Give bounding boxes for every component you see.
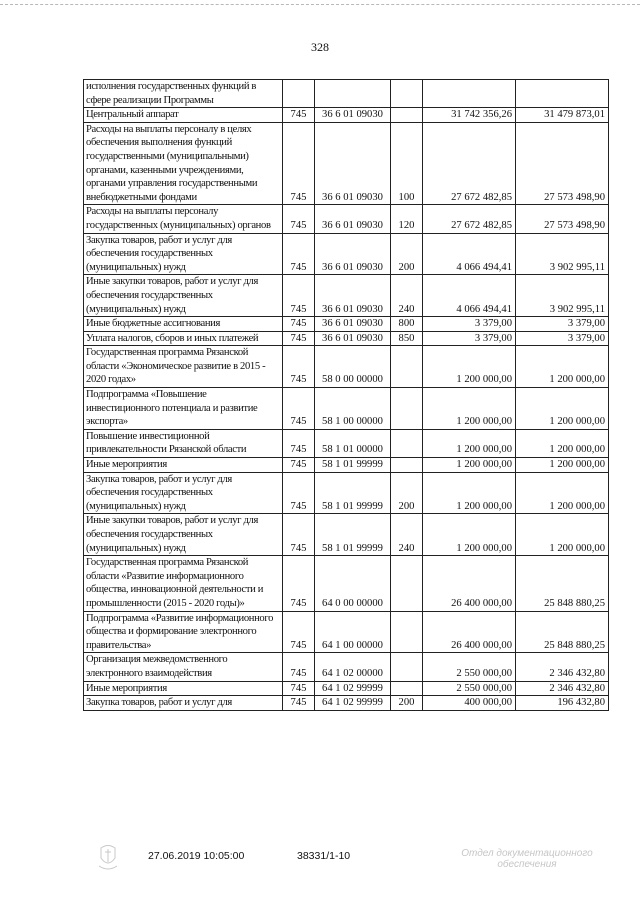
ved-code: 745: [283, 611, 315, 653]
planned-amount: 27 672 482,85: [423, 122, 516, 205]
target-article-code: 64 1 02 99999: [315, 681, 391, 696]
target-article-code: 58 1 01 00000: [315, 429, 391, 457]
executed-amount: 3 379,00: [516, 317, 609, 332]
target-article-code: 58 1 01 99999: [315, 458, 391, 473]
expense-type-code: 200: [391, 472, 423, 514]
ved-code: 745: [283, 653, 315, 681]
item-name: Государственная программа Рязанской области «Экономическое развитие в 2015 - 2020 годах»: [84, 346, 283, 388]
target-article-code: 64 0 00 00000: [315, 556, 391, 611]
ved-code: 745: [283, 696, 315, 711]
table-row: [84, 108, 609, 123]
planned-amount: 1 200 000,00: [423, 472, 516, 514]
table-row: [84, 233, 609, 275]
table-row: [84, 346, 609, 388]
planned-amount: 1 200 000,00: [423, 388, 516, 430]
expense-type-code: 200: [391, 233, 423, 275]
document-datetime: 27.06.2019 10:05:00: [148, 850, 245, 862]
expense-type-code: [391, 556, 423, 611]
item-name: исполнения государственных функций в сфере реализации Программы: [84, 80, 283, 108]
budget-table-body: [84, 80, 609, 711]
planned-amount: 3 379,00: [423, 317, 516, 332]
planned-amount: 26 400 000,00: [423, 611, 516, 653]
item-name: Повышение инвестиционной привлекательности Рязанской области: [84, 429, 283, 457]
target-article-code: 36 6 01 09030: [315, 205, 391, 233]
item-name: Организация межведомственного электронного взаимодействия: [84, 653, 283, 681]
planned-amount: 1 200 000,00: [423, 346, 516, 388]
expense-type-code: [391, 429, 423, 457]
item-name: Закупка товаров, работ и услуг для: [84, 696, 283, 711]
executed-amount: 1 200 000,00: [516, 346, 609, 388]
ved-code: 745: [283, 472, 315, 514]
table-row: [84, 472, 609, 514]
executed-amount: 1 200 000,00: [516, 388, 609, 430]
planned-amount: 4 066 494,41: [423, 233, 516, 275]
ved-code: 745: [283, 514, 315, 556]
planned-amount: 1 200 000,00: [423, 458, 516, 473]
stamp-line-2: обеспечения: [497, 859, 557, 870]
ved-code: 745: [283, 233, 315, 275]
expense-type-code: [391, 346, 423, 388]
page-number: 328: [311, 40, 329, 54]
executed-amount: 1 200 000,00: [516, 458, 609, 473]
expense-type-code: [391, 458, 423, 473]
ved-code: 745: [283, 108, 315, 123]
table-row: [84, 388, 609, 430]
target-article-code: 36 6 01 09030: [315, 275, 391, 317]
item-name: Иные бюджетные ассигнования: [84, 317, 283, 332]
planned-amount: 4 066 494,41: [423, 275, 516, 317]
ved-code: 745: [283, 556, 315, 611]
ved-code: 745: [283, 388, 315, 430]
item-name: Расходы на выплаты персоналу государственных (муниципальных) органов: [84, 205, 283, 233]
ved-code: 745: [283, 122, 315, 205]
executed-amount: 25 848 880,25: [516, 556, 609, 611]
item-name: Иные мероприятия: [84, 458, 283, 473]
table-row: [84, 556, 609, 611]
executed-amount: [516, 80, 609, 108]
ved-code: 745: [283, 429, 315, 457]
executed-amount: 1 200 000,00: [516, 514, 609, 556]
item-name: Государственная программа Рязанской области «Развитие информационного общества, инновационной деятельности и промышленности (2015 - 2020 годы)»: [84, 556, 283, 611]
item-name: Закупка товаров, работ и услуг для обеспечения государственных (муниципальных) нужд: [84, 233, 283, 275]
executed-amount: 27 573 498,90: [516, 205, 609, 233]
target-article-code: 64 1 02 00000: [315, 653, 391, 681]
scan-edge-line: [0, 4, 640, 6]
table-row: [84, 275, 609, 317]
expense-type-code: 240: [391, 275, 423, 317]
planned-amount: [423, 80, 516, 108]
expense-type-code: [391, 388, 423, 430]
executed-amount: 196 432,80: [516, 696, 609, 711]
item-name: Иные мероприятия: [84, 681, 283, 696]
table-row: [84, 696, 609, 711]
expense-type-code: [391, 108, 423, 123]
planned-amount: 400 000,00: [423, 696, 516, 711]
document-number: 38331/1-10: [297, 850, 351, 862]
table-row: [84, 653, 609, 681]
target-article-code: 36 6 01 09030: [315, 122, 391, 205]
expense-type-code: 200: [391, 696, 423, 711]
target-article-code: 36 6 01 09030: [315, 331, 391, 346]
ved-code: 745: [283, 317, 315, 332]
target-article-code: 58 1 00 00000: [315, 388, 391, 430]
executed-amount: 2 346 432,80: [516, 653, 609, 681]
expense-type-code: [391, 653, 423, 681]
planned-amount: 3 379,00: [423, 331, 516, 346]
item-name: Иные закупки товаров, работ и услуг для обеспечения государственных (муниципальных) нужд: [84, 514, 283, 556]
planned-amount: 31 742 356,26: [423, 108, 516, 123]
expense-type-code: 120: [391, 205, 423, 233]
planned-amount: 1 200 000,00: [423, 514, 516, 556]
table-row: [84, 611, 609, 653]
table-row: [84, 205, 609, 233]
target-article-code: 64 1 00 00000: [315, 611, 391, 653]
table-row: [84, 331, 609, 346]
executed-amount: 3 902 995,11: [516, 233, 609, 275]
budget-table: [83, 79, 609, 711]
target-article-code: 58 0 00 00000: [315, 346, 391, 388]
planned-amount: 2 550 000,00: [423, 681, 516, 696]
ved-code: [283, 80, 315, 108]
planned-amount: 1 200 000,00: [423, 429, 516, 457]
item-name: Расходы на выплаты персоналу в целях обеспечения выполнения функций государственными (муниципальными) органами, казенными учреждениями, органами управления государственными внебюджетными фондами: [84, 122, 283, 205]
table-row: [84, 122, 609, 205]
executed-amount: 1 200 000,00: [516, 472, 609, 514]
planned-amount: 27 672 482,85: [423, 205, 516, 233]
executed-amount: 3 902 995,11: [516, 275, 609, 317]
table-row: [84, 681, 609, 696]
item-name: Уплата налогов, сборов и иных платежей: [84, 331, 283, 346]
expense-type-code: 850: [391, 331, 423, 346]
target-article-code: 36 6 01 09030: [315, 317, 391, 332]
expense-type-code: [391, 80, 423, 108]
office-stamp: [442, 848, 612, 870]
table-row: [84, 317, 609, 332]
table-row: [84, 80, 609, 108]
table-row: [84, 514, 609, 556]
target-article-code: 36 6 01 09030: [315, 233, 391, 275]
executed-amount: 3 379,00: [516, 331, 609, 346]
item-name: Иные закупки товаров, работ и услуг для обеспечения государственных (муниципальных) нужд: [84, 275, 283, 317]
target-article-code: 58 1 01 99999: [315, 514, 391, 556]
item-name: Закупка товаров, работ и услуг для обеспечения государственных (муниципальных) нужд: [84, 472, 283, 514]
table-row: [84, 429, 609, 457]
ved-code: 745: [283, 458, 315, 473]
executed-amount: 1 200 000,00: [516, 429, 609, 457]
target-article-code: 36 6 01 09030: [315, 108, 391, 123]
ved-code: 745: [283, 331, 315, 346]
planned-amount: 2 550 000,00: [423, 653, 516, 681]
item-name: Подпрограмма «Повышение инвестиционного потенциала и развитие экспорта»: [84, 388, 283, 430]
page-footer: [0, 848, 640, 888]
coat-of-arms-icon: [96, 842, 120, 872]
expense-type-code: [391, 611, 423, 653]
executed-amount: 25 848 880,25: [516, 611, 609, 653]
planned-amount: 26 400 000,00: [423, 556, 516, 611]
expense-type-code: 100: [391, 122, 423, 205]
stamp-line-1: Отдел документационного: [461, 848, 593, 859]
table-row: [84, 458, 609, 473]
executed-amount: 27 573 498,90: [516, 122, 609, 205]
target-article-code: 64 1 02 99999: [315, 696, 391, 711]
expense-type-code: 240: [391, 514, 423, 556]
ved-code: 745: [283, 205, 315, 233]
item-name: Центральный аппарат: [84, 108, 283, 123]
ved-code: 745: [283, 275, 315, 317]
target-article-code: [315, 80, 391, 108]
executed-amount: 2 346 432,80: [516, 681, 609, 696]
ved-code: 745: [283, 681, 315, 696]
target-article-code: 58 1 01 99999: [315, 472, 391, 514]
executed-amount: 31 479 873,01: [516, 108, 609, 123]
expense-type-code: [391, 681, 423, 696]
ved-code: 745: [283, 346, 315, 388]
expense-type-code: 800: [391, 317, 423, 332]
item-name: Подпрограмма «Развитие информационного общества и формирование электронного правительства»: [84, 611, 283, 653]
